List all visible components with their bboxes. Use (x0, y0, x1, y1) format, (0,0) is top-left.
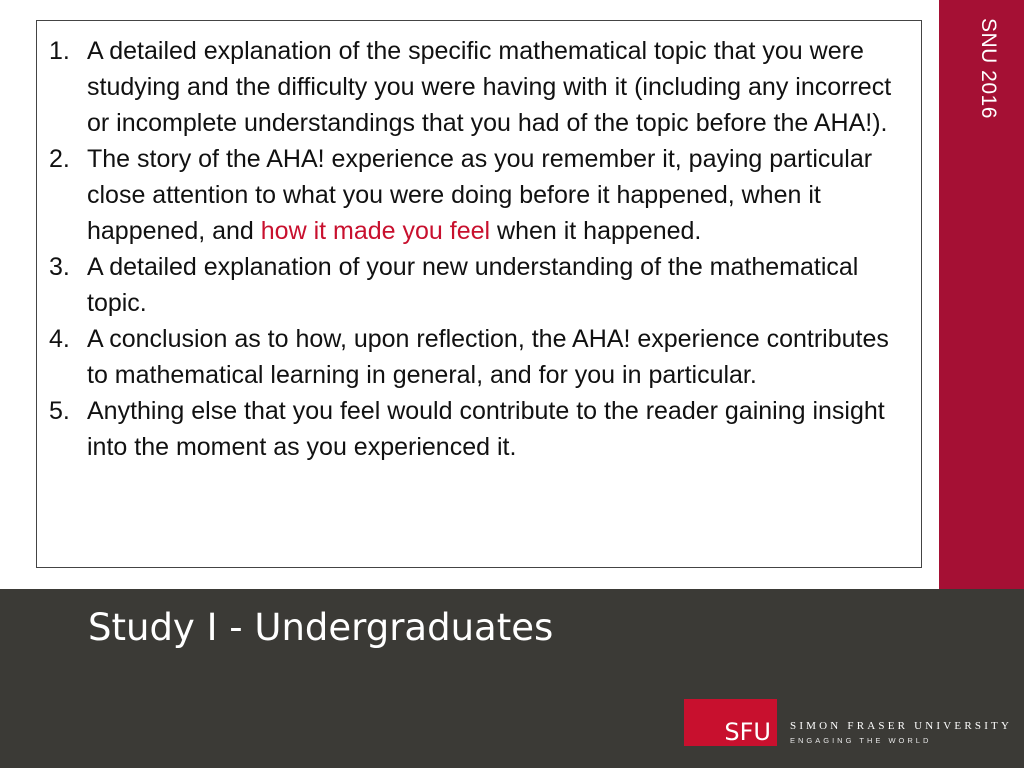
item-number: 2. (49, 145, 70, 173)
list-item (37, 33, 921, 141)
item-text-highlight: how it made you feel (260, 217, 491, 245)
item-number: 5. (49, 397, 70, 425)
item-number: 1. (49, 37, 70, 65)
list-item (37, 393, 921, 465)
item-text: A detailed explanation of the specific mathematical topic that you were studying and the difficulty you were having with it (including any incorrect or incomplete understandings that you had of the topic before the AHA!). (87, 37, 892, 137)
item-text: Anything else that you feel would contribute to the reader gaining insight into the moment as you experienced it. (87, 397, 885, 461)
item-text: A conclusion as to how, upon reflection, the AHA! experience contributes to mathematical learning in general, and for you in particular. (87, 325, 889, 389)
university-tagline: ENGAGING THE WORLD (790, 736, 932, 745)
item-text: A detailed explanation of your new understanding of the mathematical topic. (87, 253, 859, 317)
slide-title: Study I - Undergraduates (88, 606, 554, 649)
item-text-after: when it happened. (490, 217, 702, 245)
item-text-before: The story of the AHA! experience as you remember it, paying particular close attention to what you were doing before it happened, when it happened, and (87, 145, 873, 245)
item-number: 3. (49, 253, 70, 281)
item-number: 4. (49, 325, 70, 353)
conference-label: SNU 2016 (977, 18, 1000, 119)
instructions-box (36, 20, 922, 568)
list-item (37, 321, 921, 393)
list-item (37, 249, 921, 321)
item-text (87, 141, 921, 249)
list-item (37, 141, 921, 249)
sfu-logo-mark: SFU (724, 718, 771, 746)
instruction-list (37, 21, 921, 465)
university-name: SIMON FRASER UNIVERSITY (790, 720, 1013, 732)
sfu-logo (684, 699, 777, 746)
